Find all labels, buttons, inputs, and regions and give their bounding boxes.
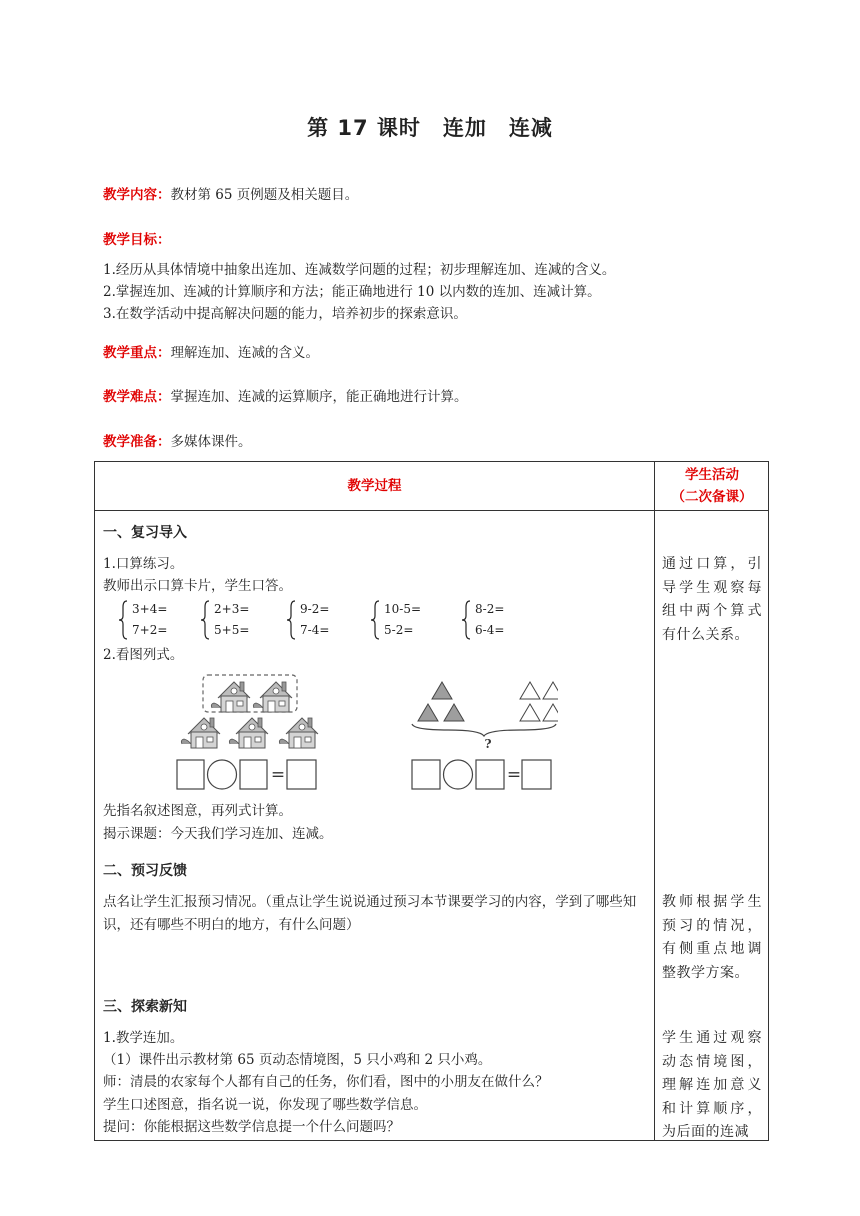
houses-figure [174,672,324,796]
column-divider [654,462,655,1140]
page-title: 第 17 课时 连加 连减 [307,116,553,140]
house-icon [229,718,268,748]
calc-expr: 2+3= [214,602,250,616]
brace-icon [461,599,471,641]
equals-sign: = [270,765,286,785]
calc-expr: 5+5= [214,623,250,637]
calc-expr: 9-2= [300,602,330,616]
difficulty-row [103,385,468,405]
answer-box [240,760,267,789]
section-1-heading: 一、复习导入 [103,525,187,541]
s1-line-2: 教师出示口算卡片，学生口答。 [103,578,292,594]
calc-expr: 7-4= [300,623,330,637]
house-icon [253,682,292,712]
operator-circle [444,760,473,789]
s1-line-3: 2.看图列式。 [103,647,184,663]
bracket-icon [412,724,556,736]
s3-line-4: 学生口述图意，指名说一说，你发现了哪些数学信息。 [103,1097,427,1113]
operator-circle [208,760,237,789]
header-side-line1: 学生活动 [685,467,739,483]
s3-line-2: （1）课件出示教材第 65 页动态情境图，5 只小鸡和 2 只小鸡。 [103,1052,492,1068]
preparation-value: 多媒体课件。 [170,434,252,450]
objective-label: 教学目标： [103,232,171,248]
difficulty-value: 掌握连加、连减的运算顺序，能正确地进行计算。 [170,389,468,405]
s1-line-4: 先指名叙述图意，再列式计算。 [103,803,292,819]
calc-expr: 7+2= [132,623,168,637]
difficulty-label: 教学难点： [103,389,171,405]
brace-icon [286,599,296,641]
answer-box [476,760,504,789]
calc-expr: 5-2= [384,623,414,637]
answer-box [522,760,551,789]
triangle-icon [543,704,558,721]
content-value: 教材第 65 页例题及相关题目。 [170,187,359,203]
content-label: 教学内容： [103,187,171,203]
header-divider [95,510,768,511]
key-point-label: 教学重点： [103,345,171,361]
s2-text: 点名让学生汇报预习情况。（重点让学生说说通过预习本节课要学习的内容，学到了哪些知识，还有哪些不明白的地方，有什么问题） [103,894,637,933]
triangle-icon [418,704,438,721]
s1-line-1: 1.口算练习。 [103,556,184,572]
content-row [103,183,358,203]
objective-2: 2.掌握连加、连减的计算顺序和方法；能正确地进行 10 以内数的连加、连减计算。 [103,284,601,300]
calc-expr: 3+4= [132,602,168,616]
objective-row [103,228,171,248]
triangles-figure [408,678,558,796]
answer-box [412,760,440,789]
header-side-line2: （二次备课） [671,489,753,505]
s1-student-activity: 通过口算，引导学生观察每组中两个算式有什么关系。 [662,556,762,643]
s3-line-1: 1.教学连加。 [103,1030,184,1046]
objective-3: 3.在数学活动中提高解决问题的能力，培养初步的探索意识。 [103,306,467,322]
s1-line-5: 揭示课题：今天我们学习连加、连减。 [103,826,333,842]
house-icon [181,718,220,748]
s3-line-5: 提问：你能根据这些数学信息提一个什么问题吗？ [103,1119,400,1135]
house-icon [211,682,250,712]
answer-box [177,760,204,789]
triangle-icon [444,704,464,721]
objective-1: 1.经历从具体情境中抽象出连加、连减数学问题的过程；初步理解连加、连减的含义。 [103,262,616,278]
header-teaching-process: 教学过程 [347,478,402,494]
triangle-icon [543,682,558,699]
equals-sign: = [506,765,522,785]
section-2-heading: 二、预习反馈 [103,863,187,879]
s2-student-activity: 教师根据学生预习的情况，有侧重点地调整教学方案。 [662,894,762,981]
header-student-activity [655,464,769,508]
calc-expr: 6-4= [475,623,505,637]
triangle-icon [432,682,452,699]
preparation-label: 教学准备： [103,434,171,450]
figure-question-mark: ? [484,737,492,751]
preparation-row [103,430,252,450]
brace-icon [118,599,128,641]
s3-student-activity: 学生通过观察动态情境图，理解连加意义和计算顺序，为后面的连减 [662,1030,762,1139]
house-icon [279,718,318,748]
section-3-heading: 三、探索新知 [103,999,187,1015]
s3-line-3: 师：清晨的农家每个人都有自己的任务，你们看，图中的小朋友在做什么？ [103,1074,549,1090]
key-point-row [103,341,319,361]
answer-box [287,760,316,789]
brace-icon [370,599,380,641]
key-point-value: 理解连加、连减的含义。 [170,345,319,361]
calc-expr: 10-5= [384,602,422,616]
calc-expr: 8-2= [475,602,505,616]
brace-icon [200,599,210,641]
triangle-icon [520,704,540,721]
triangle-icon [520,682,540,699]
